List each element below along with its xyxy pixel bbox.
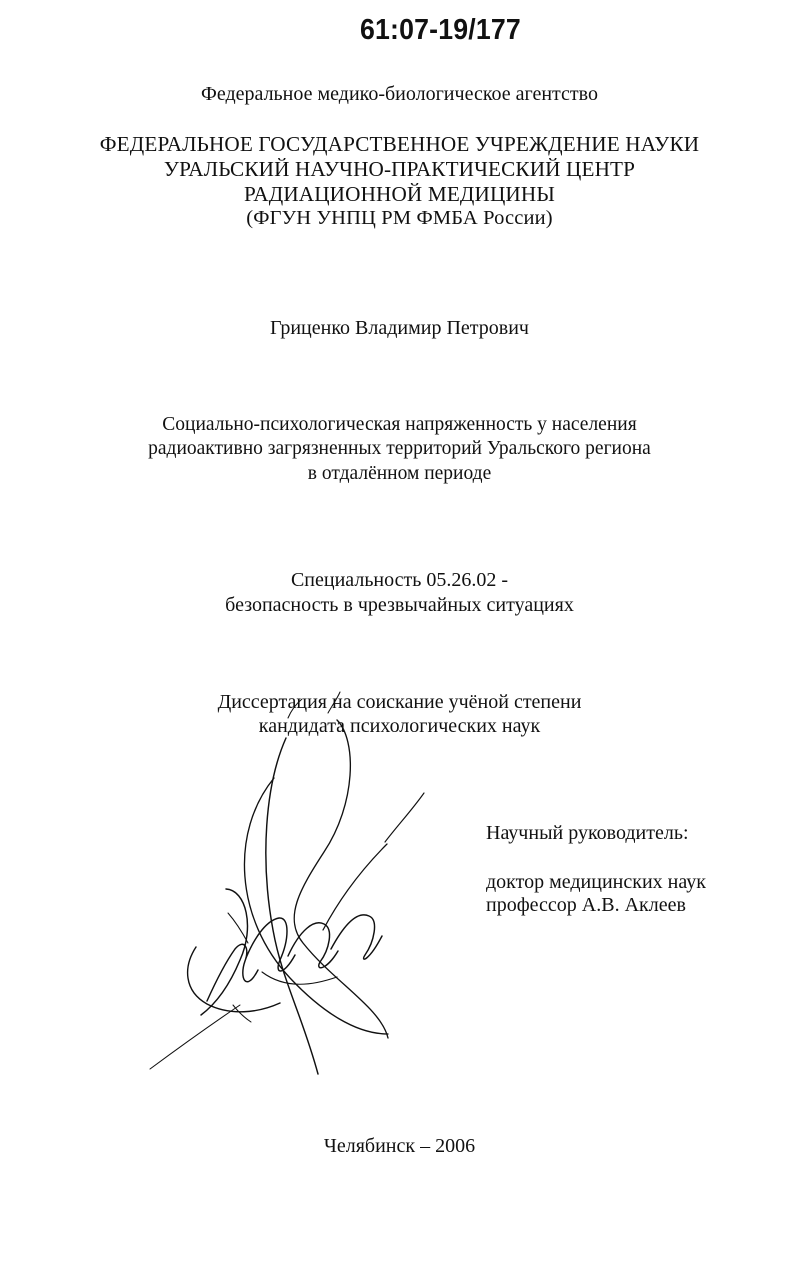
agency-name: Федеральное медико-биологическое агентство xyxy=(201,83,598,105)
dissertation-title-line-2: радиоактивно загрязненных территорий Уральского региона xyxy=(148,438,651,459)
institution-abbreviation: (ФГУН УНПЦ РМ ФМБА России) xyxy=(246,207,553,229)
institution-line-3: РАДИАЦИОННОЙ МЕДИЦИНЫ xyxy=(244,182,555,206)
specialty-code: Специальность 05.26.02 - xyxy=(290,569,509,591)
specialty-name: безопасность в чрезвычайных ситуациях xyxy=(225,594,574,616)
author-name: Гриценко Владимир Петрович xyxy=(270,317,529,339)
advisor-label: Научный руководитель: xyxy=(486,822,689,844)
institution-line-1: ФЕДЕРАЛЬНОЕ ГОСУДАРСТВЕННОЕ УЧРЕЖДЕНИЕ НАУКИ xyxy=(99,132,700,156)
dissertation-title-line-1: Социально-психологическая напряженность у населения xyxy=(162,414,637,435)
advisor-rank: доктор медицинских наук xyxy=(486,871,706,893)
degree-line-2: кандидата психологических наук xyxy=(258,715,541,737)
advisor-name: профессор А.В. Аклеев xyxy=(486,894,686,916)
degree-line-1: Диссертация на соискание учёной степени xyxy=(217,691,582,713)
institution-line-2: УРАЛЬСКИЙ НАУЧНО-ПРАКТИЧЕСКИЙ ЦЕНТР xyxy=(163,157,636,181)
city-and-year: Челябинск – 2006 xyxy=(323,1135,476,1157)
dissertation-title-line-3: в отдалённом периоде xyxy=(307,463,492,484)
archive-code: 61:07-19/177 xyxy=(360,14,521,46)
